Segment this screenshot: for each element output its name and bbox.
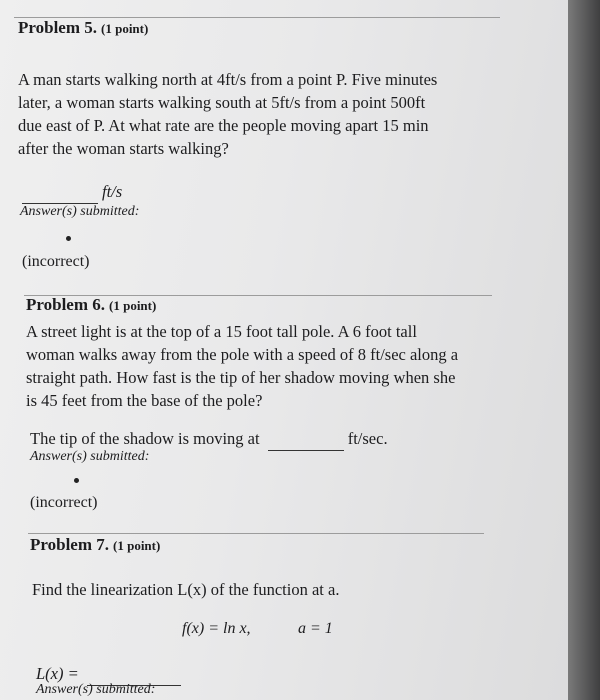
problem-5-title <box>18 18 148 38</box>
problem-title-text: Problem 7. <box>30 535 110 554</box>
problem-points: (1 point) <box>113 538 161 553</box>
text-line: A street light is at the top of a 15 foot tall pole. A 6 foot tall <box>26 322 417 341</box>
text-line: after the woman starts walking? <box>18 139 229 158</box>
problem-7-title <box>30 535 160 555</box>
page-edge-shadow <box>568 0 600 700</box>
text-line: due east of P. At what rate are the people moving apart 15 min <box>18 116 429 135</box>
status-incorrect: (incorrect) <box>30 494 98 511</box>
problem-6-text <box>26 320 526 412</box>
answer-unit: ft/sec. <box>347 429 388 448</box>
answer-prefix: L(x) = <box>36 664 79 683</box>
text-line: later, a woman starts walking south at 5ft/s from a point 500ft <box>18 93 426 112</box>
answers-submitted-label: Answer(s) submitted: <box>20 204 140 219</box>
problem-5-text <box>18 68 518 160</box>
problem-6-title <box>26 295 156 315</box>
answer-unit: ft/s <box>102 182 123 201</box>
answers-submitted-label: Answer(s) submitted: <box>30 449 150 464</box>
problem-6-answer-row <box>30 427 388 451</box>
problem-5-answer-row <box>22 180 122 204</box>
problem-title-text: Problem 6. <box>26 295 106 314</box>
text-line: straight path. How fast is the tip of her shadow moving when she <box>26 368 456 387</box>
answers-submitted-label: Answer(s) submitted: <box>36 682 156 697</box>
text-line: A man starts walking north at 4ft/s from a point P. Five minutes <box>18 70 438 89</box>
a-value: a = 1 <box>298 620 333 637</box>
divider <box>28 533 484 534</box>
answer-input[interactable] <box>22 180 98 204</box>
problem-points: (1 point) <box>101 21 149 36</box>
problem-7-prompt: Find the linearization L(x) of the function at a. <box>32 580 340 599</box>
status-incorrect: (incorrect) <box>22 253 90 270</box>
problem-title-text: Problem 5. <box>18 18 98 37</box>
text-line: is 45 feet from the base of the pole? <box>26 391 263 410</box>
text-line: woman walks away from the pole with a speed of 8 ft/sec along a <box>26 345 459 364</box>
answer-input[interactable] <box>268 427 344 451</box>
function-definition: f(x) = ln x, <box>182 620 251 637</box>
bullet-icon <box>66 236 71 241</box>
bullet-icon <box>74 478 79 483</box>
problem-points: (1 point) <box>109 298 157 313</box>
answer-prefix: The tip of the shadow is moving at <box>30 429 260 448</box>
